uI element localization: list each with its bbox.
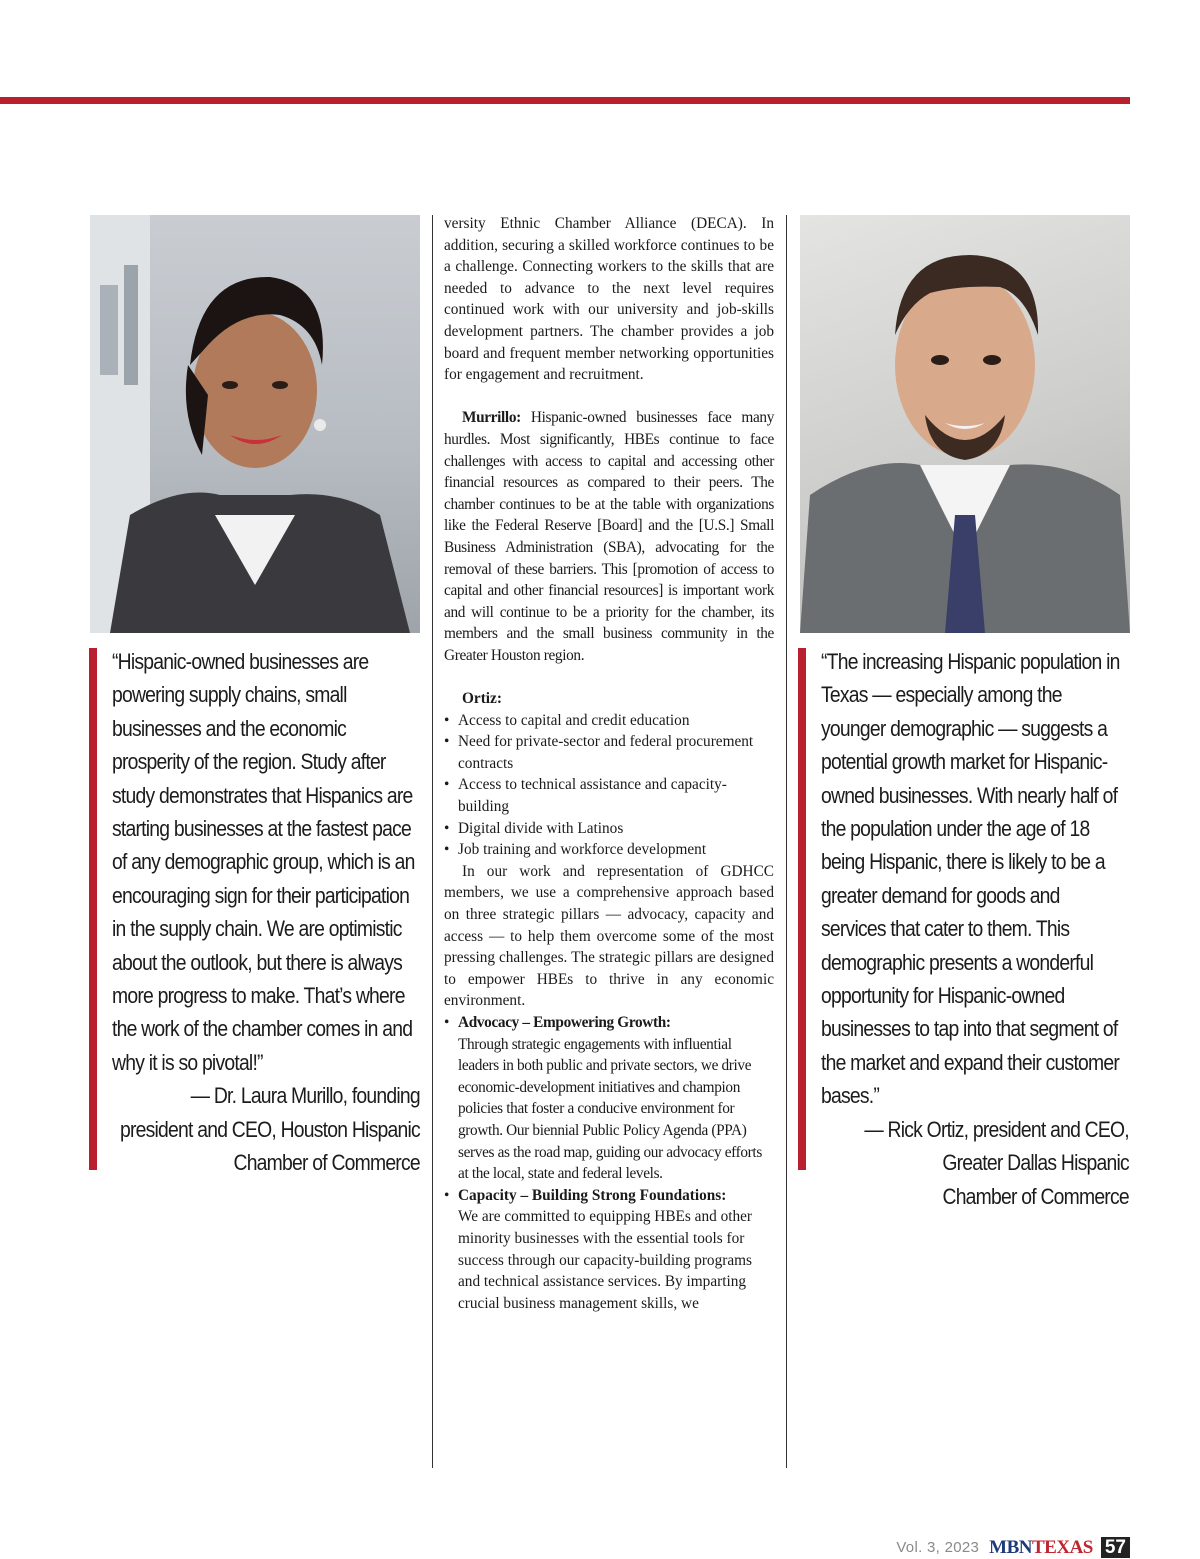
list-item: • Job training and workforce development [444,839,774,861]
list-item-advocacy [444,1012,774,1185]
right-pull-quote [821,645,1129,1213]
volume-label: Vol. 3, 2023 [896,1539,980,1556]
portrait-laura-murillo [90,215,420,633]
ortiz-heading: Ortiz: [462,690,502,708]
column-rule-left [432,215,433,1468]
list-item: • Access to capital and credit education [444,710,774,732]
list-item: • Need for private-sector and federal procurement contracts [444,731,774,774]
pillars-list [444,1012,774,1314]
right-quote-bar [798,648,806,1170]
left-quote-attribution-1: — Dr. Laura Murillo, founding [190,1083,420,1109]
left-pull-quote [112,645,420,1180]
top-accent-rule [0,97,1130,104]
left-quote-text: “Hispanic-owned businesses are powering supply chains, small businesses and the economic prosperity of the region. Study after study demonstrates that Hispanics are starting businesses at the fastest pace of any demographic group, which is an encouraging sign for their participation in the supply chain. We are optimistic about the outlook, but there is always more progress to make. That’s where the work of the chamber comes in and why it is so pivotal!” [112,649,415,1075]
left-quote-bar [89,648,97,1170]
right-quote-attribution-3: Chamber of Commerce [942,1183,1129,1209]
capacity-text: We are committed to equipping HBEs and other minority businesses with the essential tools for success through our capacity-building programs and technical assistance services. By imparting crucial business management skills, we [458,1208,753,1312]
right-quote-attribution-1: — Rick Ortiz, president and CEO, [864,1116,1129,1142]
murrillo-text: Hispanic-owned businesses face many hurdles. Most significantly, HBEs continue to face challenges with access to capital and accessing other financial resources as compared to their peers. The chamber continues to be at the table with organizations like the Federal Reserve [Board] and the [U.S.] Small Business Administration (SBA), advocating for the removal of these barriers. This [promotion of access to capital and other financial resources] is important work and will continue to be a priority for the chamber, its members and the small business community in the Greater Houston region. [444,409,774,664]
ortiz-bullet-list [444,710,774,861]
right-quote-attribution-2: Greater Dallas Hispanic [942,1150,1129,1176]
article-column [444,213,774,1314]
article-paragraph-pillars: In our work and representation of GDHCC members, we use a comprehensive approach based on three strategic pillars — advocacy, capacity and access — to help them overcome some of the most pressing challenges. The strategic pillars are designed to empower HBEs to thrive in any economic environment. [444,862,774,1010]
article-paragraph-murrillo [444,407,774,666]
murrillo-label: Murrillo: [462,409,521,427]
left-quote-attribution-2: president and CEO, Houston Hispanic [119,1116,420,1142]
right-quote-text: “The increasing Hispanic population in Texas — especially among the younger demographic — suggests a potential growth market for Hispanic-owned businesses. With nearly half of the population under the age of 18 being Hispanic, there is likely to be a greater demand for goods and services that cater to them. This demographic presents a wonderful opportunity for Hispanic-owned businesses to tap into that segment of the market and expand their customer bases.” [821,649,1120,1109]
list-item: • Access to technical assistance and capacity-building [444,774,774,817]
mbn-texas-logo: MBNTEXAS [989,1536,1093,1558]
capacity-label: Capacity – Building Strong Foundations: [458,1186,727,1204]
left-quote-attribution-3: Chamber of Commerce [233,1150,420,1176]
advocacy-text: Through strategic engagements with influential leaders in both public and private sectors, we drive economic-development initiatives and champion policies that foster a conducive environment for growth. Our biennial Public Policy Agenda (PPA) serves as the road map, guiding our advocacy efforts at the local, state and federal levels. [458,1035,762,1183]
advocacy-label: Advocacy – Empowering Growth: [458,1013,671,1031]
list-item: • Digital divide with Latinos [444,818,774,840]
portrait-rick-ortiz [800,215,1130,633]
column-rule-right [786,215,787,1468]
article-paragraph-deca: versity Ethnic Chamber Alliance (DECA). In addition, securing a skilled workforce continues to be a challenge. Connecting workers to the skills that are needed to advance to the next level requires continued work with our university and job-skills development partners. The chamber provides a job board and frequent member networking opportunities for engagement and recruitment. [444,215,774,384]
page-number: 57 [1101,1537,1130,1558]
list-item-capacity [444,1185,774,1315]
page-footer [896,1537,1130,1558]
